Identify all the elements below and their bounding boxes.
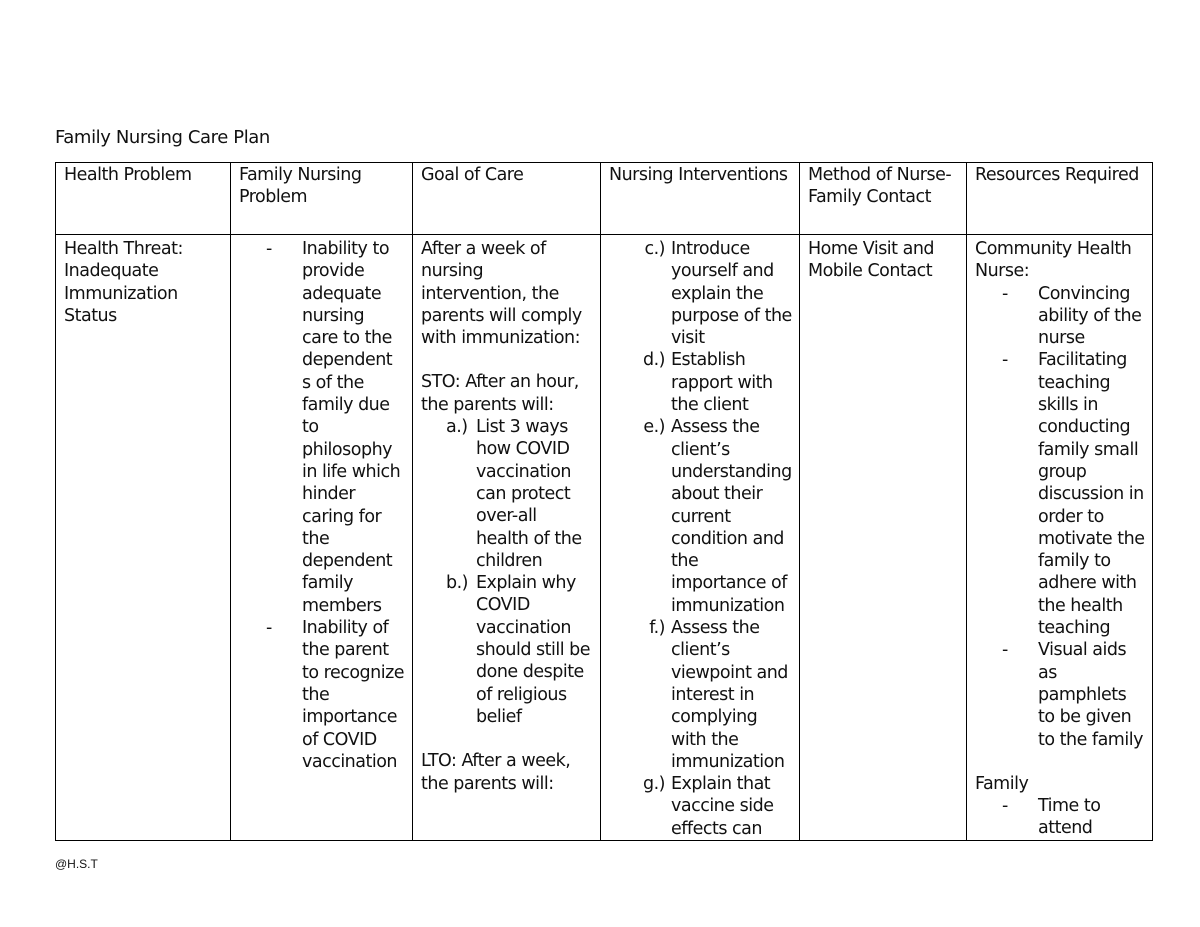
intervention-marker: d.) bbox=[643, 350, 665, 371]
intervention-text: Establish rapport with the client bbox=[671, 350, 773, 416]
sto-item-marker: a.) bbox=[446, 417, 468, 438]
family-resource-item: - Time to attend bbox=[1002, 795, 1145, 840]
sto-label: STO: After an hour, the parents will: bbox=[421, 372, 579, 415]
intervention-marker: e.) bbox=[643, 417, 665, 438]
intervention-text: Introduce yourself and explain the purpose of the visit bbox=[671, 239, 792, 349]
intervention-text: Assess the client’s understanding about their current condition and the importance of immunization bbox=[671, 417, 792, 616]
header-resources-required: Resources Required bbox=[967, 163, 1153, 235]
nurse-resources-label: Community Health Nurse: bbox=[975, 239, 1132, 282]
care-plan-table bbox=[55, 162, 1153, 841]
family-problem-item: - Inability to provide adequate nursing care to the dependent s of the family due to philosophy in life which hinder caring for the dependent family members bbox=[266, 238, 405, 617]
intervention-text: Assess the client’s viewpoint and interest in complying with the immunization bbox=[671, 618, 788, 772]
cell-goal-of-care bbox=[413, 235, 601, 841]
header-row bbox=[56, 163, 1153, 235]
nurse-resource-item: - Facilitating teaching skills in conducting family small group discussion in order to motivate the family to adhere with the health teaching bbox=[1002, 349, 1145, 639]
intervention-marker: g.) bbox=[643, 774, 665, 795]
intervention-marker: f.) bbox=[649, 618, 665, 639]
family-resources-label: Family bbox=[975, 773, 1029, 794]
intervention-item bbox=[635, 617, 792, 773]
header-family-nursing-problem: Family Nursing Problem bbox=[231, 163, 413, 235]
sto-item-text: List 3 ways how COVID vaccination can protect over-all health of the children bbox=[476, 417, 582, 571]
nurse-resource-item: - Convincing ability of the nurse bbox=[1002, 283, 1145, 350]
intervention-item bbox=[635, 773, 792, 840]
intervention-text: Explain that vaccine side effects can bbox=[671, 774, 774, 839]
intervention-item bbox=[635, 238, 792, 349]
intervention-item bbox=[635, 416, 792, 617]
sto-item bbox=[446, 572, 593, 728]
header-goal-of-care: Goal of Care bbox=[413, 163, 601, 235]
header-health-problem: Health Problem bbox=[56, 163, 231, 235]
cell-resources-required bbox=[967, 235, 1153, 841]
cell-health-problem: Health Threat: Inadequate Immunization Status bbox=[56, 235, 231, 841]
goal-intro: After a week of nursing intervention, the parents will comply with immunization: bbox=[421, 239, 582, 349]
cell-nursing-interventions bbox=[601, 235, 800, 841]
cell-family-nursing-problem bbox=[231, 235, 413, 841]
family-problem-item: - Inability of the parent to recognize the importance of COVID vaccination bbox=[266, 617, 405, 773]
sto-item bbox=[446, 416, 593, 572]
footer-signature: @H.S.T bbox=[55, 857, 98, 871]
lto-label: LTO: After a week, the parents will: bbox=[421, 751, 571, 794]
intervention-item bbox=[635, 349, 792, 416]
nurse-resource-item: - Visual aids as pamphlets to be given to the family bbox=[1002, 639, 1145, 750]
intervention-marker: c.) bbox=[644, 239, 665, 259]
header-nursing-interventions: Nursing Interventions bbox=[601, 163, 800, 235]
cell-method-of-contact: Home Visit and Mobile Contact bbox=[800, 235, 967, 841]
document-title: Family Nursing Care Plan bbox=[55, 127, 270, 148]
header-method-of-contact: Method of Nurse-Family Contact bbox=[800, 163, 967, 235]
sto-item-text: Explain why COVID vaccination should still be done despite of religious belief bbox=[476, 573, 591, 727]
table-row bbox=[56, 235, 1153, 841]
sto-item-marker: b.) bbox=[446, 573, 468, 594]
